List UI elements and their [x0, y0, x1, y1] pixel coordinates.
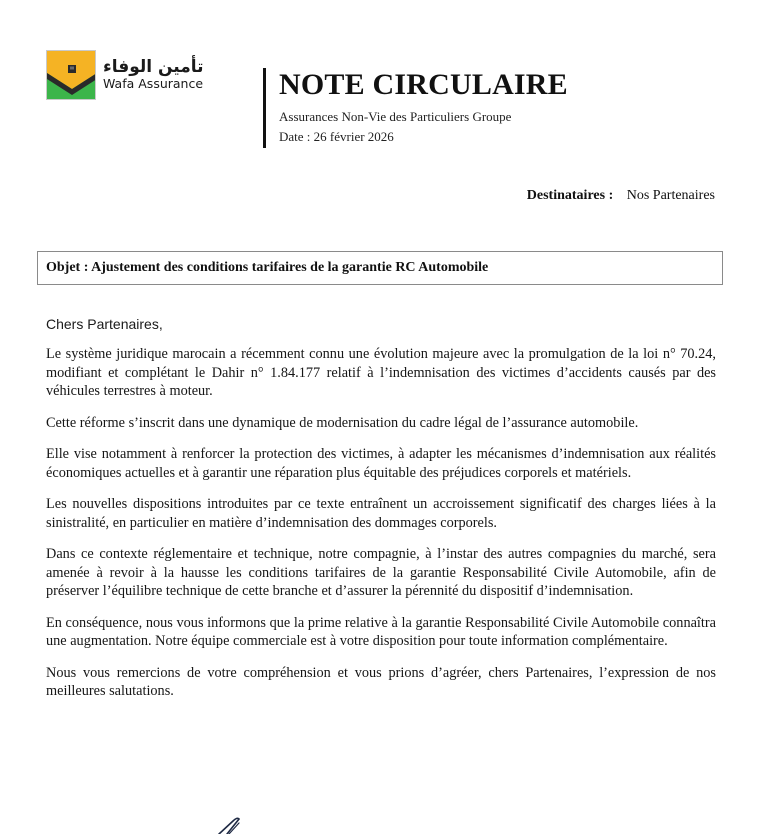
- document-title: NOTE CIRCULAIRE: [279, 68, 568, 101]
- recipients: [527, 188, 715, 204]
- greeting: Chers Partenaires,: [46, 316, 163, 332]
- letter-body: [46, 345, 716, 714]
- logo-latin-name: Wafa Assurance: [103, 76, 204, 92]
- object-text: Objet : Ajustement des conditions tarifaires de la garantie RC Automobile: [46, 260, 489, 275]
- title-block: [279, 68, 568, 147]
- signature-icon: [215, 815, 255, 834]
- recipients-label: Destinataires :: [526, 188, 614, 203]
- logo-arabic-name: تأمين الوفاء: [103, 57, 204, 78]
- paragraph: En conséquence, nous vous informons que la prime relative à la garantie Responsabilité Civile Automobile connaîtra une augmentation. Notre équipe commerciale est à votre disposition pour toute information complémentaire.: [46, 614, 716, 649]
- title-divider: [263, 68, 266, 148]
- paragraph: Nous vous remercions de votre compréhension et vous prions d’agréer, chers Partenaires, l’expression de nos meilleures salutations.: [46, 664, 716, 699]
- document-date: Date : 26 février 2026: [279, 129, 394, 144]
- paragraph: Cette réforme s’inscrit dans une dynamique de modernisation du cadre légal de l’assurance automobile.: [46, 414, 639, 431]
- recipients-value: Nos Partenaires: [626, 188, 715, 203]
- paragraph: Le système juridique marocain a récemment connu une évolution majeure avec la promulgation de la loi n° 70.24, modifiant et complétant le Dahir n° 1.84.177 relatif à l’indemnisation des victimes d’accidents causés par des véhicules terrestres à moteur.: [46, 346, 716, 399]
- document-subtitle: Assurances Non-Vie des Particuliers Groupe: [279, 109, 512, 124]
- company-logo: [46, 50, 204, 100]
- paragraph: Dans ce contexte réglementaire et technique, notre compagnie, à l’instar des autres compagnies du marché, sera amenée à revoir à la hausse les conditions tarifaires de la garantie Responsabilité Civile Automobile, afin de préserver l’équilibre technique de cette branche et d’assurer la pérennité du dispositif d’indemnisation.: [46, 546, 716, 599]
- paragraph: Les nouvelles dispositions introduites par ce texte entraînent un accroissement significatif des charges liées à la sinistralité, en particulier en matière d’indemnisation des dommages corporels.: [46, 496, 716, 531]
- paragraph: Elle vise notamment à renforcer la protection des victimes, à adapter les mécanismes d’indemnisation aux réalités économiques actuelles et à garantir une réparation plus équitable des préjudices corporels et matériels.: [46, 446, 716, 481]
- object-box: [37, 251, 723, 285]
- wafa-logo-icon: [46, 50, 96, 100]
